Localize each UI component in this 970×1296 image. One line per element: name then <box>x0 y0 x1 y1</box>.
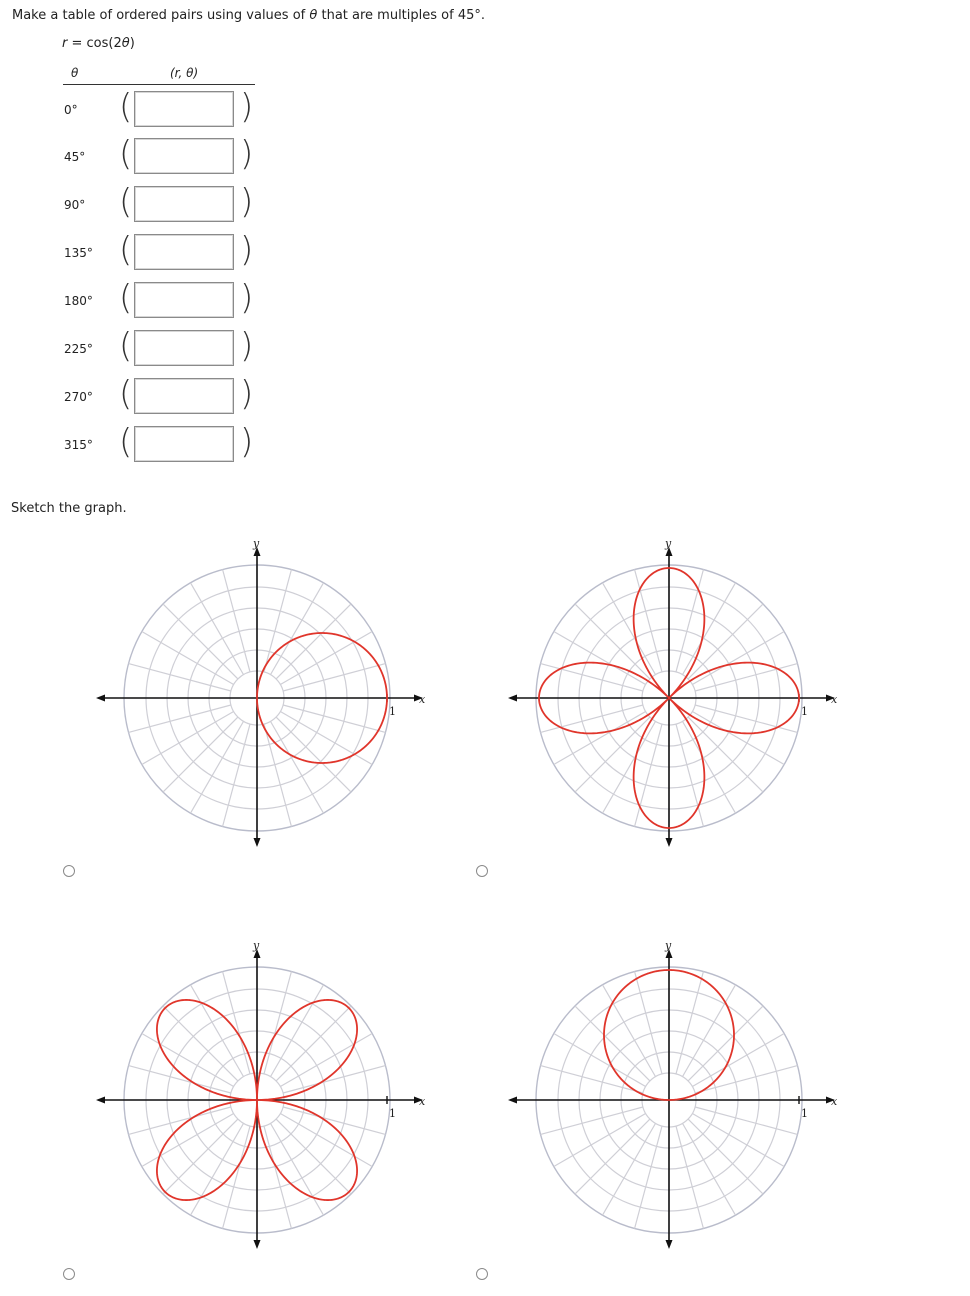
graph-option-2 <box>504 535 849 847</box>
close-paren: ) <box>240 134 254 174</box>
y-axis-bottom-arrow <box>254 1240 261 1249</box>
grid-ray <box>163 717 238 792</box>
y-axis-bottom-arrow <box>254 838 261 847</box>
open-paren: ( <box>119 230 133 270</box>
grid-ray <box>635 1126 662 1228</box>
y-axis-bottom-arrow <box>666 838 673 847</box>
x-axis-label: x <box>419 693 426 706</box>
grid-ray <box>264 1126 291 1228</box>
grid-ray <box>695 705 797 732</box>
angle-label: 90° <box>64 198 86 212</box>
table-row <box>0 182 300 225</box>
grid-ray <box>688 717 763 792</box>
close-paren: ) <box>240 182 254 222</box>
close-paren: ) <box>240 87 254 127</box>
grid-ray <box>276 1006 351 1081</box>
x-axis-left-arrow <box>96 695 105 702</box>
tick-label-1: 1 <box>389 1107 396 1120</box>
grid-ray <box>129 1066 231 1093</box>
table-header-rule <box>63 84 255 85</box>
grid-ray <box>129 664 231 691</box>
table-row <box>0 278 300 321</box>
x-axis-left-arrow <box>508 695 517 702</box>
grid-ray <box>223 570 250 672</box>
close-paren: ) <box>240 278 254 318</box>
prompt-text-after: that are multiples of 45°. <box>317 8 485 23</box>
graph-option-4-radio[interactable] <box>476 1268 488 1280</box>
table-row <box>0 230 300 273</box>
grid-ray <box>541 705 643 732</box>
angle-label: 135° <box>64 246 93 260</box>
formula-eq: = cos(2 <box>67 36 122 51</box>
formula-close: ) <box>129 36 135 51</box>
grid-ray <box>676 972 703 1074</box>
grid-ray <box>575 717 650 792</box>
answer-input[interactable] <box>134 91 234 127</box>
grid-ray <box>276 717 351 792</box>
answer-input[interactable] <box>134 186 234 222</box>
grid-ray <box>635 972 662 1074</box>
grid-ray <box>223 724 250 826</box>
grid-ray <box>283 1066 385 1093</box>
graph-option-4 <box>504 937 849 1249</box>
y-axis-label: y <box>665 537 672 550</box>
angle-label: 0° <box>64 103 78 117</box>
y-axis-label: y <box>665 939 672 952</box>
answer-input[interactable] <box>134 330 234 366</box>
close-paren: ) <box>240 374 254 414</box>
table-row <box>0 374 300 417</box>
grid-ray <box>695 1107 797 1134</box>
grid-ray <box>129 705 231 732</box>
grid-ray <box>264 972 291 1074</box>
x-axis-left-arrow <box>508 1097 517 1104</box>
grid-ray <box>695 1066 797 1093</box>
open-paren: ( <box>119 326 133 366</box>
coordinate-axes <box>508 547 835 847</box>
grid-ray <box>283 664 385 691</box>
close-paren: ) <box>240 230 254 270</box>
angle-label: 45° <box>64 150 86 164</box>
grid-ray <box>264 570 291 672</box>
grid-ray <box>688 1119 763 1194</box>
graph-option-2-radio[interactable] <box>476 865 488 877</box>
close-paren: ) <box>240 326 254 366</box>
answer-input[interactable] <box>134 282 234 318</box>
grid-ray <box>575 1006 650 1081</box>
grid-ray <box>575 604 650 679</box>
graph-option-1-radio[interactable] <box>63 865 75 877</box>
open-paren: ( <box>119 374 133 414</box>
formula-theta: θ <box>121 36 130 51</box>
grid-ray <box>223 1126 250 1228</box>
table-header-theta: θ <box>71 66 79 80</box>
grid-ray <box>264 724 291 826</box>
grid-ray <box>695 664 797 691</box>
open-paren: ( <box>119 278 133 318</box>
sketch-instruction: Sketch the graph. <box>11 501 127 516</box>
grid-ray <box>676 1126 703 1228</box>
grid-ray <box>283 705 385 732</box>
grid-ray <box>223 972 250 1074</box>
angle-label: 180° <box>64 294 93 308</box>
answer-input[interactable] <box>134 234 234 270</box>
table-header-pair: (r, θ) <box>170 66 199 80</box>
angle-label: 315° <box>64 438 93 452</box>
grid-ray <box>163 1006 238 1081</box>
prompt-text-before: Make a table of ordered pairs using values of <box>12 8 310 23</box>
grid-ray <box>688 1006 763 1081</box>
open-paren: ( <box>119 134 133 174</box>
coordinate-axes <box>96 547 423 847</box>
prompt-theta: θ <box>309 8 318 23</box>
y-axis-label: y <box>253 939 260 952</box>
grid-ray <box>635 724 662 826</box>
grid-ray <box>676 570 703 672</box>
polar-equation <box>62 36 135 51</box>
tick-label-1: 1 <box>801 1107 808 1120</box>
grid-ray <box>541 664 643 691</box>
graph-option-3 <box>92 937 437 1249</box>
table-row <box>0 326 300 369</box>
angle-label: 270° <box>64 390 93 404</box>
answer-input[interactable] <box>134 138 234 174</box>
open-paren: ( <box>119 422 133 462</box>
grid-ray <box>541 1066 643 1093</box>
open-paren: ( <box>119 87 133 127</box>
table-row <box>0 134 300 177</box>
tick-label-1: 1 <box>389 705 396 718</box>
question-prompt <box>12 8 485 23</box>
formula-r: r <box>62 36 68 51</box>
x-axis-label: x <box>419 1095 426 1108</box>
tick-label-1: 1 <box>801 705 808 718</box>
answer-input[interactable] <box>134 426 234 462</box>
grid-ray <box>276 1119 351 1194</box>
close-paren: ) <box>240 422 254 462</box>
x-axis-label: x <box>831 693 838 706</box>
grid-ray <box>541 1107 643 1134</box>
x-axis-left-arrow <box>96 1097 105 1104</box>
coordinate-axes <box>96 949 423 1249</box>
coordinate-axes <box>508 949 835 1249</box>
grid-ray <box>688 604 763 679</box>
answer-input[interactable] <box>134 378 234 414</box>
graph-option-1 <box>92 535 437 847</box>
x-axis-label: x <box>831 1095 838 1108</box>
table-row <box>0 87 300 130</box>
grid-ray <box>575 1119 650 1194</box>
grid-ray <box>676 724 703 826</box>
angle-label: 225° <box>64 342 93 356</box>
grid-ray <box>283 1107 385 1134</box>
graph-option-3-radio[interactable] <box>63 1268 75 1280</box>
grid-ray <box>163 604 238 679</box>
grid-ray <box>635 570 662 672</box>
open-paren: ( <box>119 182 133 222</box>
y-axis-bottom-arrow <box>666 1240 673 1249</box>
grid-ray <box>163 1119 238 1194</box>
table-row <box>0 422 300 465</box>
grid-ray <box>276 604 351 679</box>
grid-ray <box>129 1107 231 1134</box>
y-axis-label: y <box>253 537 260 550</box>
